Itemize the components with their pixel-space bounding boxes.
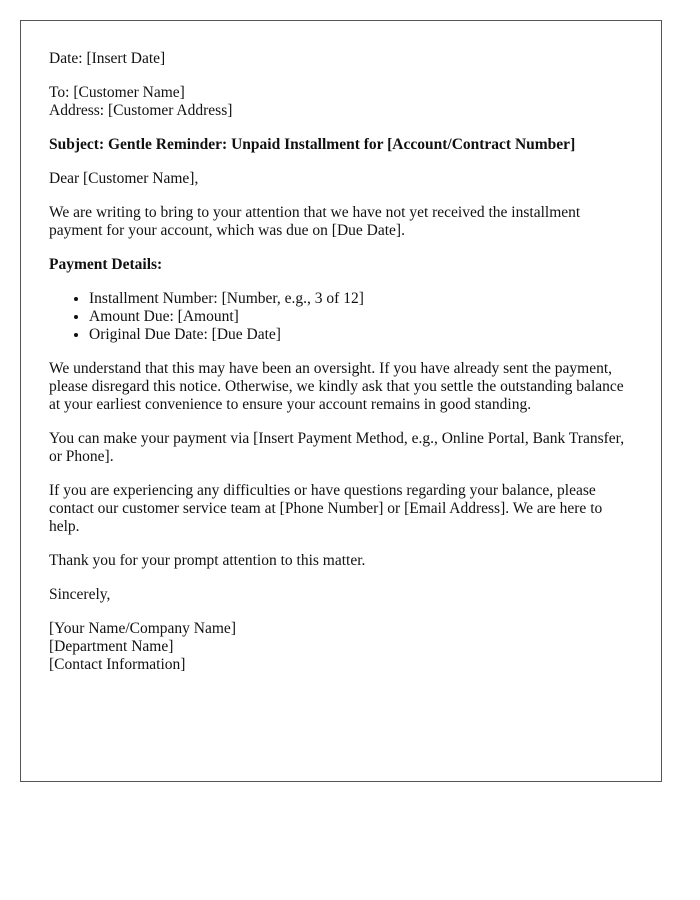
- signature-block: [49, 620, 635, 674]
- list-item: • Installment Number: [Number, e.g., 3 of 12]: [89, 290, 635, 308]
- letter-document: [20, 20, 662, 782]
- recipient-block: [49, 84, 635, 120]
- closing: Sincerely,: [49, 586, 111, 603]
- difficulties-paragraph: If you are experiencing any difficulties or have questions regarding your balance, please contact our customer service team at [Phone Number] or [Email Address]. We are here to help.: [49, 482, 603, 535]
- intro-paragraph: We are writing to bring to your attention that we have not yet received the installment payment for your account, which was due on [Due Date].: [49, 204, 581, 239]
- recipient-name: To: [Customer Name]: [49, 84, 185, 101]
- understanding-paragraph: We understand that this may have been an oversight. If you have already sent the payment, please disregard this notice. Otherwise, we kindly ask that you settle the outstanding balance at your earliest convenience to ensure your account remains in good standing.: [49, 360, 624, 413]
- subject-line: Subject: Gentle Reminder: Unpaid Installment for [Account/Contract Number]: [49, 136, 576, 153]
- salutation: Dear [Customer Name],: [49, 170, 199, 187]
- signature-name: [Your Name/Company Name]: [49, 620, 236, 637]
- thanks-paragraph: Thank you for your prompt attention to this matter.: [49, 552, 366, 569]
- payment-method-paragraph: You can make your payment via [Insert Payment Method, e.g., Online Portal, Bank Transfer, or Phone].: [49, 430, 625, 465]
- list-item: • Amount Due: [Amount]: [89, 308, 635, 326]
- recipient-address: Address: [Customer Address]: [49, 102, 233, 119]
- list-item: • Original Due Date: [Due Date]: [89, 326, 635, 344]
- payment-details-list: [49, 290, 635, 344]
- payment-details-heading: Payment Details:: [49, 256, 163, 273]
- signature-contact: [Contact Information]: [49, 656, 186, 673]
- signature-department: [Department Name]: [49, 638, 174, 655]
- date-line: Date: [Insert Date]: [49, 50, 166, 67]
